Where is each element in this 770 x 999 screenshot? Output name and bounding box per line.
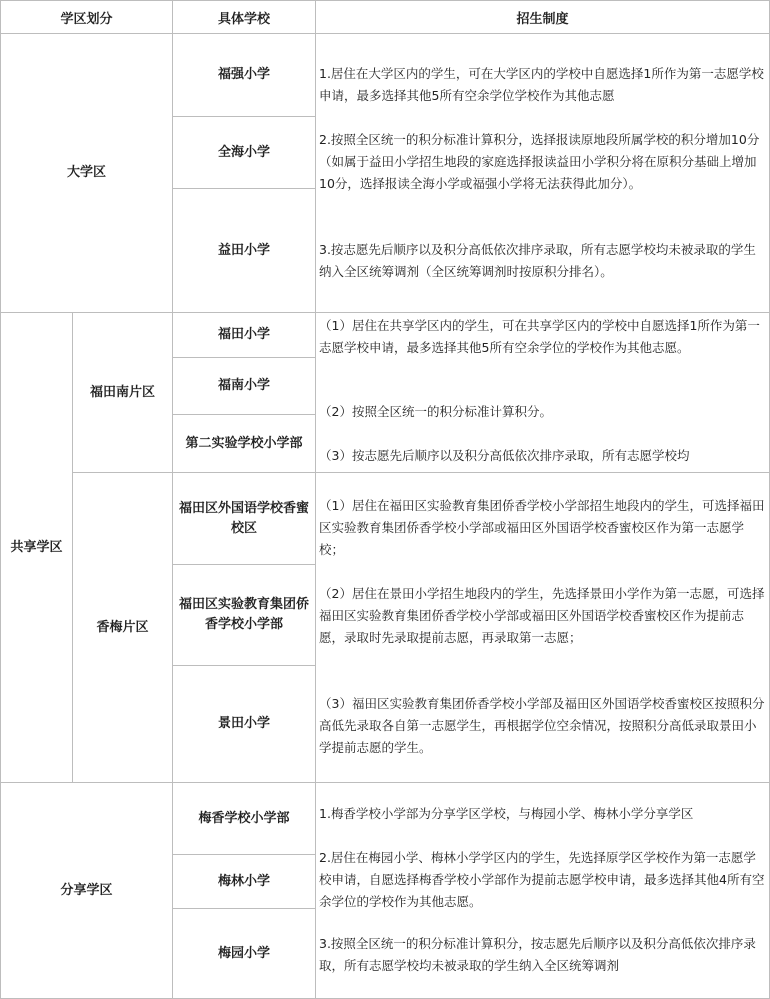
district-big: 大学区	[66, 165, 106, 180]
policy-paragraph: 1.梅香学校小学部为分享学区学校，与梅园小学、梅林小学分享学区	[319, 806, 694, 821]
school-cell: 景田小学	[217, 716, 270, 731]
policy-paragraph: （2）按照全区统一的积分标准计算积分。	[319, 404, 552, 419]
policy-paragraph: 3.按照全区统一的积分标准计算积分，按志愿先后顺序以及积分高低依次排序录取，所有志愿学校均未被录取的学生纳入全区统筹调剂	[319, 936, 756, 973]
school-cell: 梅香学校小学部	[198, 810, 290, 826]
grid-line	[315, 0, 316, 999]
district-share: 分享学区	[60, 882, 113, 898]
school-cell: 福强小学	[217, 67, 270, 82]
header-district: 学区划分	[1, 1, 172, 33]
policy-paragraph: （3）按志愿先后顺序以及积分高低依次排序录取，所有志愿学校均	[319, 448, 690, 463]
subdistrict-xiangmei: 香梅片区	[96, 619, 149, 635]
subdistrict-futian-south: 福田南片区	[89, 384, 155, 400]
policy-paragraph: 1.居住在大学区内的学生，可在大学区内的学校中自愿选择1所作为第一志愿学校申请，最多选择其他5所有空余学位学校作为其他志愿	[319, 66, 764, 103]
district-shared: 共享学区	[10, 539, 63, 555]
policy-paragraph: （1）居住在共享学区内的学生，可在共享学区内的学校中自愿选择1所作为第一志愿学校申请，最多选择其他5所有空余学位的学校作为其他志愿。	[319, 318, 760, 355]
school-cell: 全海小学	[217, 144, 270, 160]
header-policy: 招生制度	[316, 1, 769, 33]
policy-paragraph: 3.按志愿先后顺序以及积分高低依次排序录取，所有志愿学校均未被录取的学生纳入全区统筹调剂（全区统筹调剂时按原积分排名）。	[319, 242, 756, 279]
policy-paragraph: （1）居住在福田区实验教育集团侨香学校小学部招生地段内的学生，可选择福田区实验教育集团侨香学校小学部或福田区外国语学校香蜜校区作为第一志愿学校；	[319, 498, 765, 557]
school-cell: 福田区实验教育集团侨香学校小学部	[178, 597, 309, 632]
school-cell: 福田区外国语学校香蜜校区	[179, 500, 310, 536]
policy-paragraph: （2）居住在景田小学招生地段内的学生，先选择景田小学作为第一志愿，可选择福田区实验教育集团侨香学校小学部或福田区外国语学校香蜜校区作为提前志愿，录取时先录取提前志愿，再录取第一志愿；	[319, 586, 765, 645]
school-cell: 第二实验学校小学部	[185, 435, 303, 451]
policy-paragraph: 2.居住在梅园小学、梅林小学学区内的学生，先选择原学区学校作为第一志愿学校申请，自愿选择梅香学校小学部作为提前志愿学校申请，最多选择其他4所有空余学位的学校作为其他志愿。	[319, 850, 765, 909]
school-cell: 梅园小学	[217, 945, 270, 961]
school-cell: 益田小学	[217, 242, 270, 258]
school-cell: 梅林小学	[217, 873, 270, 889]
school-cell: 福南小学	[217, 378, 270, 393]
header-school: 具体学校	[173, 1, 315, 33]
policy-paragraph: （3）福田区实验教育集团侨香学校小学部及福田区外国语学校香蜜校区按照积分高低先录取各自第一志愿学生，再根据学位空余情况，按照积分高低录取景田小学提前志愿的学生。	[319, 696, 765, 755]
policy-paragraph: 2.按照全区统一的积分标准计算积分，选择报读原地段所属学校的积分增加10分（如属于益田小学招生地段的家庭选择报读益田小学积分将在原积分基础上增加10分，选择报读全海小学或福强小学将无法获得此加分）。	[319, 132, 760, 191]
school-cell: 福田小学	[217, 327, 270, 342]
